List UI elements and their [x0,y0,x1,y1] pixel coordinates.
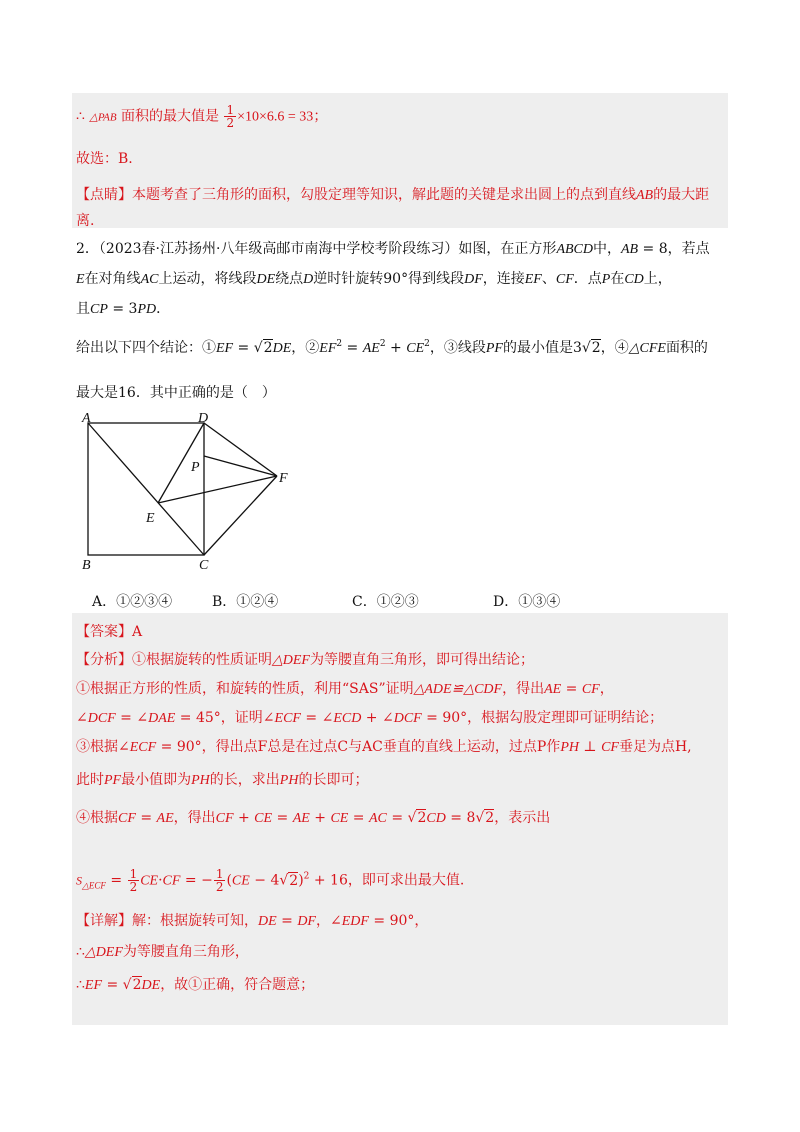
diagonal-ac [88,423,204,555]
segment-ef [158,476,277,503]
question-line-1: 2．（2023春·江苏扬州·八年级高邮市南海中学校考阶段练习）如图，在正方形ABCD中，AB = 8，若点 [76,241,710,257]
question-line-4: 给出以下四个结论：①EF = √2DE，$②EF^2 = AE^2 + CE^2$，③线段PF的最小值是3√2，④△CFE面积的 [76,339,708,356]
answer-line: 【答案】A [76,624,143,640]
geometry-figure [72,408,312,578]
analysis-line-2: ①根据正方形的性质，和旋转的性质，利用“SAS”证明△ADE≌△CDF，得出AE = CF， [76,681,614,697]
prev-line-2: 故选：B. [76,151,133,167]
label-d: D [198,411,209,426]
option-b[interactable]: B．①②④ [212,594,279,610]
question-line-2: E在对角线AC上运动，将线段DE绕点D逆时针旋转90°得到线段DF，连接EF、CF．点P在CD上， [76,271,672,287]
detail-line-2: ∴△DEF为等腰直角三角形， [76,944,249,960]
option-c[interactable]: C．①②③ [352,594,419,610]
segment-cf [204,476,277,555]
detail-line-3: ∴EF = √2DE，故①正确，符合题意； [76,977,315,993]
segment-df [204,423,277,476]
detail-line-1: 【详解】解：根据旋转可知，DE = DF，∠EDF = 90°， [76,913,429,929]
prev-line-4: 离. [76,213,95,229]
analysis-line-7: $S_{\triangle ECF}$ = $\frac{1}{2}$ CE·CF = − $\frac{1}{2}$ (CE − 4√2)$^2$ + 16，即可求出最大值. [76,867,465,894]
label-f: F [279,471,288,486]
label-a: A [82,411,91,426]
label-c: C [199,558,209,573]
analysis-line-1: 【分析】①根据旋转的性质证明△DEF为等腰直角三角形，即可得出结论； [76,652,534,668]
segment-pf [204,456,277,476]
label-b: B [82,558,91,573]
analysis-line-5: 此时PF最小值即为PH的长，求出PH的长即可； [76,772,369,788]
prev-line-3: 【点睛】本题考查了三角形的面积，勾股定理等知识，解此题的关键是求出圆上的点到直线AB的最大距 [76,187,710,203]
question-line-3: 且CP = 3PD． [76,301,171,317]
analysis-line-6: ④根据CF = AE，得出CF + CE = AE + CE = AC = √2CD = 8√2，表示出 [76,810,551,826]
prev-line-1: ∴ △PAB 面积的最大值是 $\frac{1}{2}$ ×10×6.6 = 33； [76,103,328,130]
analysis-line-3: ∠DCF = ∠DAE = 45°，证明∠ECF = ∠ECD + ∠DCF = 90°，根据勾股定理即可证明结论； [76,710,664,726]
question-line-5: 最大是16．其中正确的是（ ） [76,385,276,401]
analysis-line-4: ③根据∠ECF = 90°，得出点F总是在过点C与AC垂直的直线上运动，过点P作PH ⊥ CF垂足为点H, [76,739,692,755]
label-e: E [146,511,155,526]
label-p: P [191,460,200,475]
option-a[interactable]: A．①②③④ [92,594,173,610]
option-d[interactable]: D．①③④ [493,594,561,610]
